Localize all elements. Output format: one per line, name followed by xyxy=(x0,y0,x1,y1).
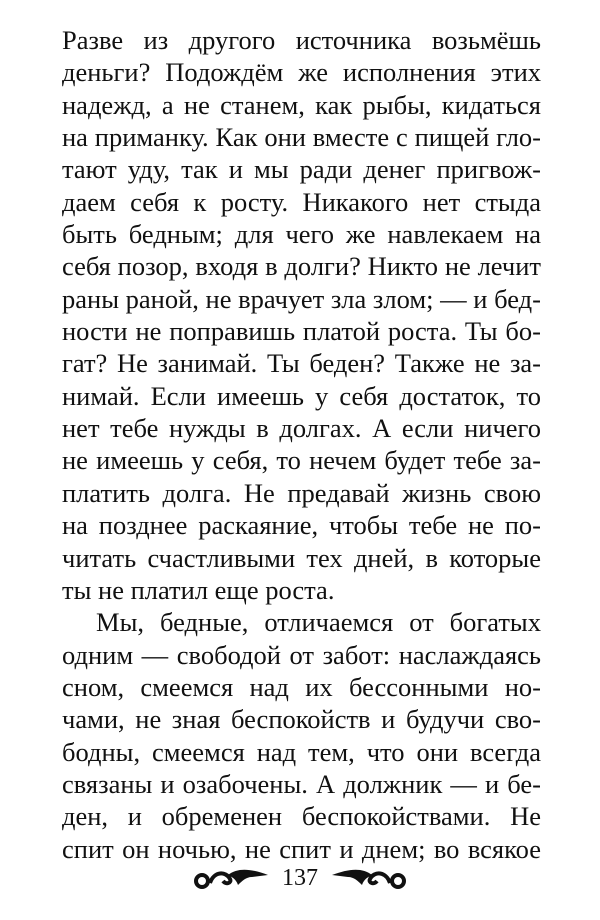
text-line: Разве из другого источника возьмёшь xyxy=(62,25,541,55)
text-line: даем себя к росту. Никакого нет стыда xyxy=(62,186,541,217)
text-line: связаны и озабочены. А должник — и бе- xyxy=(62,768,541,799)
text-line: ден, и обременен беспокойствами. Не xyxy=(62,801,541,832)
text-line: читать счастливыми тех дней, в которые xyxy=(62,542,541,573)
text-line: себя позор, входя в долги? Никто не лечит xyxy=(62,251,541,282)
text-line: тают уду, так и мы ради денег пригвож- xyxy=(62,154,541,185)
text-line: раны раной, не врачует зла злом; — и бед- xyxy=(62,283,541,314)
ornament-left-icon xyxy=(192,865,272,891)
text-line: быть бедным; для чего же навлекаем на xyxy=(62,219,541,250)
text-line: не имеешь у себя, то нечем будет тебе за- xyxy=(62,445,541,476)
text-line: бодны, смеемся над тем, что они всегда xyxy=(62,736,541,767)
text-line: на позднее раскаяние, чтобы тебе не по- xyxy=(62,510,541,541)
text-line: платить долга. Не предавай жизнь свою xyxy=(62,477,541,508)
text-line: надежд, а не станем, как рыбы, кидаться xyxy=(62,89,541,120)
text-line: Мы, бедные, отличаемся от богатых xyxy=(96,607,541,638)
page-body xyxy=(62,24,541,865)
page-footer xyxy=(0,860,600,896)
text-line: гат? Не занимай. Ты беден? Также не за- xyxy=(62,348,541,379)
text-line: деньги? Подождём же исполнения этих xyxy=(62,57,541,88)
text-line: нимай. Если имеешь у себя достаток, то xyxy=(62,380,541,411)
text-line: чами, не зная беспокойств и будучи сво- xyxy=(62,704,541,735)
text-line: спит он ночью, не спит и днем; во всякое xyxy=(62,833,541,864)
text-line: ности не поправишь платой роста. Ты бо- xyxy=(62,316,541,347)
text-line: на приманку. Как они вместе с пищей гло- xyxy=(62,122,541,153)
text-line: сном, смеемся над их бессонными но- xyxy=(62,671,541,702)
text-line: нет тебе нужды в долгах. А если ничего xyxy=(62,413,541,444)
text-line: ты не платил еще роста. xyxy=(62,574,335,605)
ornament-right-icon xyxy=(328,865,408,891)
text-line: одним — свободой от забот: наслаждаясь xyxy=(62,639,541,670)
page-number: 137 xyxy=(282,864,318,891)
